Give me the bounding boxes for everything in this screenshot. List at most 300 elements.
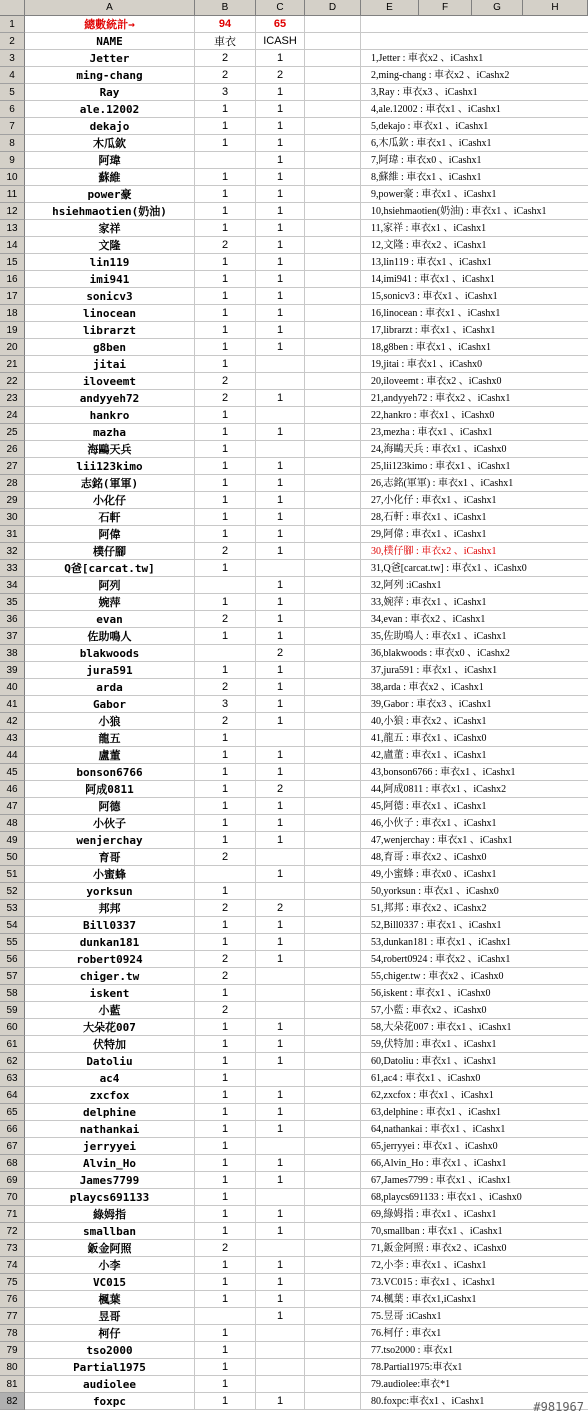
row-number[interactable]: 27 xyxy=(0,458,25,475)
name-cell[interactable]: 阿偉 xyxy=(25,526,195,543)
jersey-count-cell[interactable] xyxy=(195,577,256,594)
name-cell[interactable]: mazha xyxy=(25,424,195,441)
icash-count-cell[interactable] xyxy=(256,1342,305,1359)
summary-text-cell[interactable]: 57,小藍 : 車衣x2 、iCashx0 xyxy=(361,1002,588,1019)
cell[interactable] xyxy=(305,866,361,883)
cell[interactable] xyxy=(305,1274,361,1291)
row-number[interactable]: 55 xyxy=(0,934,25,951)
cell[interactable] xyxy=(305,1393,361,1410)
summary-text-cell[interactable]: 34,evan : 車衣x2 、iCashx1 xyxy=(361,611,588,628)
cell[interactable] xyxy=(305,611,361,628)
summary-text-cell[interactable]: 7,阿瑋 : 車衣x0 、iCashx1 xyxy=(361,152,588,169)
jersey-count-cell[interactable]: 1 xyxy=(195,1206,256,1223)
cell[interactable] xyxy=(305,135,361,152)
row-number[interactable]: 44 xyxy=(0,747,25,764)
icash-count-cell[interactable]: 2 xyxy=(256,781,305,798)
icash-count-cell[interactable] xyxy=(256,560,305,577)
summary-text-cell[interactable]: 80.foxpc:車衣x1 、iCashx1 xyxy=(361,1393,588,1410)
jersey-count-cell[interactable]: 2 xyxy=(195,390,256,407)
row-number[interactable]: 34 xyxy=(0,577,25,594)
cell[interactable] xyxy=(305,1002,361,1019)
row-number[interactable]: 53 xyxy=(0,900,25,917)
icash-count-cell[interactable]: 2 xyxy=(256,900,305,917)
summary-text-cell[interactable]: 19,jitai : 車衣x1 、iCashx0 xyxy=(361,356,588,373)
jersey-count-cell[interactable]: 1 xyxy=(195,594,256,611)
jersey-count-cell[interactable]: 1 xyxy=(195,1172,256,1189)
summary-text-cell[interactable]: 18,g8ben : 車衣x1 、iCashx1 xyxy=(361,339,588,356)
name-cell[interactable]: Datoliu xyxy=(25,1053,195,1070)
icash-count-cell[interactable]: 1 xyxy=(256,1036,305,1053)
jersey-count-cell[interactable]: 1 xyxy=(195,1189,256,1206)
cell[interactable] xyxy=(305,492,361,509)
jersey-count-cell[interactable]: 1 xyxy=(195,1223,256,1240)
cell[interactable] xyxy=(305,1257,361,1274)
jersey-count-cell[interactable]: 1 xyxy=(195,1342,256,1359)
jersey-count-cell[interactable]: 1 xyxy=(195,1070,256,1087)
jersey-count-cell[interactable]: 2 xyxy=(195,1002,256,1019)
jersey-count-cell[interactable]: 1 xyxy=(195,1155,256,1172)
name-cell[interactable]: 石軒 xyxy=(25,509,195,526)
name-cell[interactable]: 阿成0811 xyxy=(25,781,195,798)
icash-count-cell[interactable] xyxy=(256,373,305,390)
row-number[interactable]: 16 xyxy=(0,271,25,288)
jersey-count-cell[interactable]: 1 xyxy=(195,1036,256,1053)
summary-text-cell[interactable]: 75.昱哥 :iCashx1 xyxy=(361,1308,588,1325)
summary-text-cell[interactable]: 23,mezha : 車衣x1 、iCashx1 xyxy=(361,424,588,441)
row-number[interactable]: 65 xyxy=(0,1104,25,1121)
row-number[interactable]: 41 xyxy=(0,696,25,713)
icash-count-cell[interactable]: 1 xyxy=(256,237,305,254)
name-cell[interactable]: 小藍 xyxy=(25,1002,195,1019)
jersey-count-cell[interactable]: 1 xyxy=(195,628,256,645)
jersey-count-cell[interactable]: 2 xyxy=(195,1240,256,1257)
row-number[interactable]: 19 xyxy=(0,322,25,339)
jersey-count-cell[interactable]: 2 xyxy=(195,849,256,866)
row-number[interactable]: 18 xyxy=(0,305,25,322)
icash-count-cell[interactable]: 1 xyxy=(256,1223,305,1240)
row-number[interactable]: 38 xyxy=(0,645,25,662)
summary-text-cell[interactable]: 50,yorksun : 車衣x1 、iCashx0 xyxy=(361,883,588,900)
summary-text-cell[interactable]: 6,木瓜欽 : 車衣x1 、iCashx1 xyxy=(361,135,588,152)
name-cell[interactable]: chiger.tw xyxy=(25,968,195,985)
icash-count-cell[interactable] xyxy=(256,1240,305,1257)
cell[interactable] xyxy=(305,679,361,696)
jersey-count-cell[interactable]: 1 xyxy=(195,1325,256,1342)
cell[interactable] xyxy=(305,747,361,764)
jersey-count-cell[interactable]: 1 xyxy=(195,1053,256,1070)
icash-count-cell[interactable]: 1 xyxy=(256,339,305,356)
cell[interactable] xyxy=(305,373,361,390)
row-number[interactable]: 81 xyxy=(0,1376,25,1393)
row-number[interactable]: 66 xyxy=(0,1121,25,1138)
name-cell[interactable]: lii123kimo xyxy=(25,458,195,475)
icash-count-cell[interactable]: 1 xyxy=(256,220,305,237)
icash-count-cell[interactable]: 1 xyxy=(256,322,305,339)
row-number[interactable]: 8 xyxy=(0,135,25,152)
summary-text-cell[interactable]: 27,小化仔 : 車衣x1 、iCashx1 xyxy=(361,492,588,509)
cell[interactable] xyxy=(305,169,361,186)
cell[interactable] xyxy=(305,781,361,798)
name-cell[interactable]: delphine xyxy=(25,1104,195,1121)
icash-count-cell[interactable]: 1 xyxy=(256,1308,305,1325)
icash-count-cell[interactable] xyxy=(256,730,305,747)
summary-text-cell[interactable]: 9,power豪 : 車衣x1 、iCashx1 xyxy=(361,186,588,203)
cell[interactable] xyxy=(305,713,361,730)
icash-count-cell[interactable]: 1 xyxy=(256,254,305,271)
name-cell[interactable]: Ray xyxy=(25,84,195,101)
cell[interactable] xyxy=(305,118,361,135)
name-cell[interactable]: power豪 xyxy=(25,186,195,203)
summary-text-cell[interactable]: 15,sonicv3 : 車衣x1 、iCashx1 xyxy=(361,288,588,305)
summary-text-cell[interactable]: 21,andyyeh72 : 車衣x2 、iCashx1 xyxy=(361,390,588,407)
row-number[interactable]: 10 xyxy=(0,169,25,186)
name-cell[interactable]: 海鷗天兵 xyxy=(25,441,195,458)
row-number[interactable]: 78 xyxy=(0,1325,25,1342)
jersey-count-cell[interactable]: 3 xyxy=(195,84,256,101)
icash-count-cell[interactable]: 1 xyxy=(256,526,305,543)
cell[interactable] xyxy=(305,1291,361,1308)
icash-count-cell[interactable]: 1 xyxy=(256,50,305,67)
jersey-count-cell[interactable]: 1 xyxy=(195,322,256,339)
row-number[interactable]: 79 xyxy=(0,1342,25,1359)
row-number[interactable]: 36 xyxy=(0,611,25,628)
row-number[interactable]: 73 xyxy=(0,1240,25,1257)
row-number[interactable]: 47 xyxy=(0,798,25,815)
summary-text-cell[interactable]: 60,Datoliu : 車衣x1 、iCashx1 xyxy=(361,1053,588,1070)
icash-count-cell[interactable]: 1 xyxy=(256,101,305,118)
name-cell[interactable]: zxcfox xyxy=(25,1087,195,1104)
row-number[interactable]: 61 xyxy=(0,1036,25,1053)
jersey-count-cell[interactable] xyxy=(195,152,256,169)
row-number[interactable]: 29 xyxy=(0,492,25,509)
name-cell[interactable]: Partial1975 xyxy=(25,1359,195,1376)
summary-text-cell[interactable]: 69,綠姆指 : 車衣x1 、iCashx1 xyxy=(361,1206,588,1223)
jersey-count-cell[interactable]: 1 xyxy=(195,356,256,373)
name-cell[interactable]: evan xyxy=(25,611,195,628)
name-cell[interactable]: 鈑金阿照 xyxy=(25,1240,195,1257)
jersey-count-cell[interactable]: 1 xyxy=(195,441,256,458)
icash-count-cell[interactable]: 1 xyxy=(256,390,305,407)
jersey-header[interactable]: 車衣 xyxy=(195,33,256,50)
column-header-b[interactable]: B xyxy=(195,0,256,16)
name-cell[interactable]: VC015 xyxy=(25,1274,195,1291)
name-cell[interactable]: 小化仔 xyxy=(25,492,195,509)
cell[interactable] xyxy=(305,730,361,747)
row-number[interactable]: 4 xyxy=(0,67,25,84)
row-number[interactable]: 15 xyxy=(0,254,25,271)
icash-count-cell[interactable]: 2 xyxy=(256,645,305,662)
jersey-count-cell[interactable]: 1 xyxy=(195,662,256,679)
summary-text-cell[interactable]: 77.tso2000 : 車衣x1 xyxy=(361,1342,588,1359)
summary-text-cell[interactable]: 66,Alvin_Ho : 車衣x1 、iCashx1 xyxy=(361,1155,588,1172)
summary-text-cell[interactable]: 45,阿德 : 車衣x1 、iCashx1 xyxy=(361,798,588,815)
jersey-count-cell[interactable]: 1 xyxy=(195,798,256,815)
summary-text-cell[interactable]: 55,chiger.tw : 車衣x2 、iCashx0 xyxy=(361,968,588,985)
row-number[interactable]: 28 xyxy=(0,475,25,492)
name-cell[interactable]: 佐助鳴人 xyxy=(25,628,195,645)
cell[interactable] xyxy=(305,1206,361,1223)
summary-text-cell[interactable]: 56,iskent : 車衣x1 、iCashx0 xyxy=(361,985,588,1002)
summary-text-cell[interactable]: 74.楓葉 : 車衣x1,iCashx1 xyxy=(361,1291,588,1308)
row-number[interactable]: 5 xyxy=(0,84,25,101)
jersey-count-cell[interactable]: 2 xyxy=(195,611,256,628)
cell[interactable] xyxy=(361,16,588,33)
name-cell[interactable]: 家祥 xyxy=(25,220,195,237)
name-cell[interactable]: 樸仔腳 xyxy=(25,543,195,560)
cell[interactable] xyxy=(305,288,361,305)
icash-count-cell[interactable]: 1 xyxy=(256,1274,305,1291)
jersey-count-cell[interactable]: 1 xyxy=(195,288,256,305)
icash-count-cell[interactable] xyxy=(256,883,305,900)
summary-text-cell[interactable]: 52,Bill0337 : 車衣x1 、iCashx1 xyxy=(361,917,588,934)
cell[interactable] xyxy=(305,1104,361,1121)
name-cell[interactable]: ac4 xyxy=(25,1070,195,1087)
icash-count-cell[interactable]: 1 xyxy=(256,305,305,322)
jersey-count-cell[interactable]: 1 xyxy=(195,424,256,441)
row-number[interactable]: 32 xyxy=(0,543,25,560)
row-number[interactable]: 37 xyxy=(0,628,25,645)
summary-text-cell[interactable]: 1,Jetter : 車衣x2 、iCashx1 xyxy=(361,50,588,67)
jersey-count-cell[interactable]: 2 xyxy=(195,67,256,84)
icash-count-cell[interactable]: 1 xyxy=(256,118,305,135)
cell[interactable] xyxy=(305,1070,361,1087)
row-number[interactable]: 74 xyxy=(0,1257,25,1274)
jersey-count-cell[interactable]: 1 xyxy=(195,1087,256,1104)
cell[interactable] xyxy=(305,186,361,203)
column-header-c[interactable]: C xyxy=(256,0,305,16)
jersey-count-cell[interactable]: 1 xyxy=(195,305,256,322)
name-header[interactable]: NAME xyxy=(25,33,195,50)
summary-label[interactable]: 總數統計→ xyxy=(25,16,195,33)
name-cell[interactable]: robert0924 xyxy=(25,951,195,968)
name-cell[interactable]: 婉萍 xyxy=(25,594,195,611)
row-number[interactable]: 6 xyxy=(0,101,25,118)
name-cell[interactable]: arda xyxy=(25,679,195,696)
cell[interactable] xyxy=(305,560,361,577)
cell[interactable] xyxy=(305,594,361,611)
name-cell[interactable]: Gabor xyxy=(25,696,195,713)
summary-text-cell[interactable]: 42,盧董 : 車衣x1 、iCashx1 xyxy=(361,747,588,764)
summary-text-cell[interactable]: 3,Ray : 車衣x3 、iCashx1 xyxy=(361,84,588,101)
jersey-count-cell[interactable] xyxy=(195,1308,256,1325)
row-number[interactable]: 80 xyxy=(0,1359,25,1376)
summary-text-cell[interactable]: 30,樸仔腳 : 車衣x2 、iCashx1 xyxy=(361,543,588,560)
name-cell[interactable]: jura591 xyxy=(25,662,195,679)
row-number[interactable]: 63 xyxy=(0,1070,25,1087)
icash-count-cell[interactable]: 1 xyxy=(256,84,305,101)
cell[interactable] xyxy=(305,356,361,373)
jersey-count-cell[interactable]: 1 xyxy=(195,1393,256,1410)
icash-count-cell[interactable] xyxy=(256,1002,305,1019)
cell[interactable] xyxy=(305,50,361,67)
jersey-count-cell[interactable]: 1 xyxy=(195,101,256,118)
icash-count-cell[interactable]: 1 xyxy=(256,747,305,764)
icash-count-cell[interactable] xyxy=(256,356,305,373)
row-number[interactable]: 12 xyxy=(0,203,25,220)
icash-count-cell[interactable]: 1 xyxy=(256,679,305,696)
cell[interactable] xyxy=(305,815,361,832)
row-number[interactable]: 68 xyxy=(0,1155,25,1172)
row-number[interactable]: 72 xyxy=(0,1223,25,1240)
row-number[interactable]: 39 xyxy=(0,662,25,679)
icash-count-cell[interactable] xyxy=(256,1138,305,1155)
row-number[interactable]: 77 xyxy=(0,1308,25,1325)
row-number[interactable]: 22 xyxy=(0,373,25,390)
cell[interactable] xyxy=(305,1359,361,1376)
row-number[interactable]: 58 xyxy=(0,985,25,1002)
icash-count-cell[interactable]: 1 xyxy=(256,1155,305,1172)
jersey-count-cell[interactable]: 1 xyxy=(195,475,256,492)
cell[interactable] xyxy=(305,1189,361,1206)
cell[interactable] xyxy=(305,1087,361,1104)
cell[interactable] xyxy=(305,526,361,543)
row-number[interactable]: 64 xyxy=(0,1087,25,1104)
summary-text-cell[interactable]: 33,婉萍 : 車衣x1 、iCashx1 xyxy=(361,594,588,611)
row-number[interactable]: 25 xyxy=(0,424,25,441)
row-number[interactable]: 35 xyxy=(0,594,25,611)
jersey-count-cell[interactable]: 1 xyxy=(195,764,256,781)
name-cell[interactable]: 大朵花007 xyxy=(25,1019,195,1036)
jersey-count-cell[interactable]: 1 xyxy=(195,1274,256,1291)
jersey-count-cell[interactable]: 1 xyxy=(195,526,256,543)
icash-count-cell[interactable]: 1 xyxy=(256,577,305,594)
jersey-count-cell[interactable]: 1 xyxy=(195,1376,256,1393)
cell[interactable] xyxy=(305,968,361,985)
row-number[interactable]: 76 xyxy=(0,1291,25,1308)
name-cell[interactable]: tso2000 xyxy=(25,1342,195,1359)
summary-text-cell[interactable]: 11,家祥 : 車衣x1 、iCashx1 xyxy=(361,220,588,237)
summary-text-cell[interactable]: 54,robert0924 : 車衣x2 、iCashx1 xyxy=(361,951,588,968)
row-number[interactable]: 67 xyxy=(0,1138,25,1155)
summary-text-cell[interactable]: 63,delphine : 車衣x1 、iCashx1 xyxy=(361,1104,588,1121)
cell[interactable] xyxy=(305,441,361,458)
jersey-count-cell[interactable]: 1 xyxy=(195,1019,256,1036)
cell[interactable] xyxy=(305,1155,361,1172)
row-number[interactable]: 59 xyxy=(0,1002,25,1019)
summary-text-cell[interactable]: 51,邦邦 : 車衣x2 、iCashx2 xyxy=(361,900,588,917)
summary-text-cell[interactable]: 40,小狼 : 車衣x2 、iCashx1 xyxy=(361,713,588,730)
cell[interactable] xyxy=(305,237,361,254)
jersey-count-cell[interactable]: 1 xyxy=(195,1291,256,1308)
name-cell[interactable]: jitai xyxy=(25,356,195,373)
name-cell[interactable]: smallban xyxy=(25,1223,195,1240)
icash-count-cell[interactable]: 1 xyxy=(256,152,305,169)
jersey-count-cell[interactable]: 1 xyxy=(195,730,256,747)
name-cell[interactable]: 柯仔 xyxy=(25,1325,195,1342)
row-number[interactable]: 40 xyxy=(0,679,25,696)
name-cell[interactable]: bonson6766 xyxy=(25,764,195,781)
icash-count-cell[interactable]: 1 xyxy=(256,628,305,645)
cell[interactable] xyxy=(305,271,361,288)
icash-count-cell[interactable]: 1 xyxy=(256,271,305,288)
row-number[interactable]: 13 xyxy=(0,220,25,237)
name-cell[interactable]: wenjerchay xyxy=(25,832,195,849)
row-number[interactable]: 48 xyxy=(0,815,25,832)
cell[interactable] xyxy=(305,1036,361,1053)
jersey-count-cell[interactable]: 2 xyxy=(195,968,256,985)
name-cell[interactable]: 小狼 xyxy=(25,713,195,730)
row-number[interactable]: 51 xyxy=(0,866,25,883)
summary-text-cell[interactable]: 20,iloveemt : 車衣x2 、iCashx0 xyxy=(361,373,588,390)
cell[interactable] xyxy=(305,458,361,475)
name-cell[interactable]: 龍五 xyxy=(25,730,195,747)
summary-text-cell[interactable]: 72,小李 : 車衣x1 、iCashx1 xyxy=(361,1257,588,1274)
column-header-g[interactable]: G xyxy=(472,0,523,16)
summary-text-cell[interactable]: 46,小伙子 : 車衣x1 、iCashx1 xyxy=(361,815,588,832)
cell[interactable] xyxy=(305,832,361,849)
jersey-count-cell[interactable]: 1 xyxy=(195,339,256,356)
icash-count-cell[interactable]: 1 xyxy=(256,1393,305,1410)
row-number[interactable]: 1 xyxy=(0,16,25,33)
cell[interactable] xyxy=(305,254,361,271)
row-number[interactable]: 82 xyxy=(0,1393,25,1410)
name-cell[interactable]: 邦邦 xyxy=(25,900,195,917)
cell[interactable] xyxy=(305,1138,361,1155)
cell[interactable] xyxy=(305,1172,361,1189)
icash-count-cell[interactable] xyxy=(256,985,305,1002)
cell[interactable] xyxy=(305,543,361,560)
jersey-count-cell[interactable]: 2 xyxy=(195,543,256,560)
icash-count-cell[interactable] xyxy=(256,1359,305,1376)
summary-text-cell[interactable]: 64,nathankai : 車衣x1 、iCashx1 xyxy=(361,1121,588,1138)
column-header-e[interactable]: E xyxy=(361,0,419,16)
cell[interactable] xyxy=(305,934,361,951)
icash-count-cell[interactable]: 2 xyxy=(256,67,305,84)
cell[interactable] xyxy=(305,985,361,1002)
summary-text-cell[interactable]: 36,blakwoods : 車衣x0 、iCashx2 xyxy=(361,645,588,662)
jersey-count-cell[interactable]: 1 xyxy=(195,492,256,509)
name-cell[interactable]: g8ben xyxy=(25,339,195,356)
name-cell[interactable]: iloveemt xyxy=(25,373,195,390)
jersey-count-cell[interactable]: 1 xyxy=(195,1121,256,1138)
summary-text-cell[interactable]: 24,海鷗天兵 : 車衣x1 、iCashx0 xyxy=(361,441,588,458)
summary-text-cell[interactable]: 17,librarzt : 車衣x1 、iCashx1 xyxy=(361,322,588,339)
name-cell[interactable]: 阿列 xyxy=(25,577,195,594)
icash-count-cell[interactable]: 1 xyxy=(256,832,305,849)
summary-text-cell[interactable]: 25,lii123kimo : 車衣x1 、iCashx1 xyxy=(361,458,588,475)
name-cell[interactable]: audiolee xyxy=(25,1376,195,1393)
cell[interactable] xyxy=(305,764,361,781)
summary-text-cell[interactable]: 39,Gabor : 車衣x3 、iCashx1 xyxy=(361,696,588,713)
cell[interactable] xyxy=(305,849,361,866)
cell[interactable] xyxy=(305,577,361,594)
name-cell[interactable]: Q爸[carcat.tw] xyxy=(25,560,195,577)
name-cell[interactable]: dekajo xyxy=(25,118,195,135)
summary-text-cell[interactable]: 43,bonson6766 : 車衣x1 、iCashx1 xyxy=(361,764,588,781)
jersey-count-cell[interactable]: 1 xyxy=(195,458,256,475)
cell[interactable] xyxy=(305,322,361,339)
cell[interactable] xyxy=(305,424,361,441)
name-cell[interactable]: librarzt xyxy=(25,322,195,339)
icash-count-cell[interactable] xyxy=(256,1325,305,1342)
jersey-count-cell[interactable]: 1 xyxy=(195,203,256,220)
jersey-count-cell[interactable]: 2 xyxy=(195,50,256,67)
summary-text-cell[interactable]: 2,ming-chang : 車衣x2 、iCashx2 xyxy=(361,67,588,84)
name-cell[interactable]: 小蜜蜂 xyxy=(25,866,195,883)
summary-text-cell[interactable]: 73.VC015 : 車衣x1 、iCashx1 xyxy=(361,1274,588,1291)
summary-text-cell[interactable]: 14,imi941 : 車衣x1 、iCashx1 xyxy=(361,271,588,288)
icash-count-cell[interactable]: 1 xyxy=(256,424,305,441)
jersey-count-cell[interactable]: 1 xyxy=(195,1104,256,1121)
icash-count-cell[interactable]: 1 xyxy=(256,951,305,968)
cell[interactable] xyxy=(305,33,361,50)
name-cell[interactable]: 阿德 xyxy=(25,798,195,815)
icash-count-cell[interactable]: 1 xyxy=(256,543,305,560)
summary-text-cell[interactable]: 78.Partial1975:車衣x1 xyxy=(361,1359,588,1376)
row-number[interactable]: 23 xyxy=(0,390,25,407)
icash-count-cell[interactable]: 1 xyxy=(256,1121,305,1138)
row-number[interactable]: 75 xyxy=(0,1274,25,1291)
